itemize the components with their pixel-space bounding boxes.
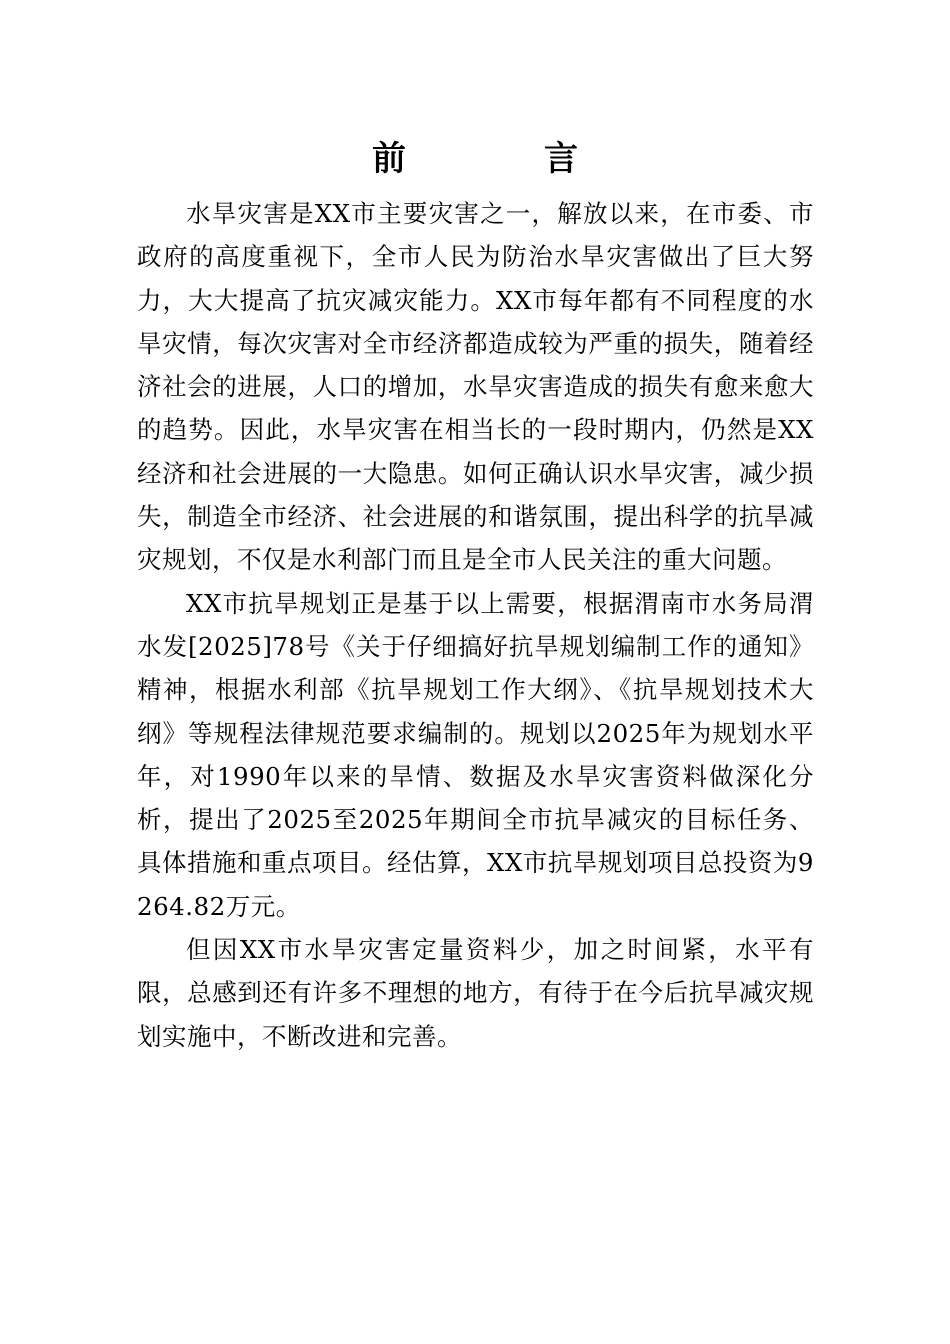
body-text: [137, 192, 814, 1058]
paragraph-3: 但因XX市水旱灾害定量资料少，加之时间紧，水平有限，总感到还有许多不理想的地方，有待于在今后抗旱减灾规划实施中，不断改进和完善。: [137, 935, 814, 1051]
paragraph-1: 水旱灾害是XX市主要灾害之一，解放以来，在市委、市政府的高度重视下，全市人民为防治水旱灾害做出了巨大努力，大大提高了抗灾减灾能力。XX市每年都有不同程度的水旱灾情，每次灾害对全市经济都造成较为严重的损失，随着经济社会的进展，人口的增加，水旱灾害造成的损失有愈来愈大的趋势。因此，水旱灾害在相当长的一段时期内，仍然是XX经济和社会进展的一大隐患。如何正确认识水旱灾害，减少损失，制造全市经济、社会进展的和谐氛围，提出科学的抗旱减灾规划，不仅是水利部门而且是全市人民关注的重大问题。: [137, 199, 814, 575]
paragraph-2: XX市抗旱规划正是基于以上需要，根据渭南市水务局渭水发[2025]78号《关于仔细搞好抗旱规划编制工作的通知》精神，根据水利部《抗旱规划工作大纲》、《抗旱规划技术大纲》等规程法律规范要求编制的。规划以2025年为规划水平年，对1990年以来的旱情、数据及水旱灾害资料做深化分析，提出了2025至2025年期间全市抗旱减灾的目标任务、具体措施和重点项目。经估算，XX市抗旱规划项目总投资为9264.82万元。: [137, 588, 814, 921]
page-title: 前 言: [372, 139, 630, 179]
